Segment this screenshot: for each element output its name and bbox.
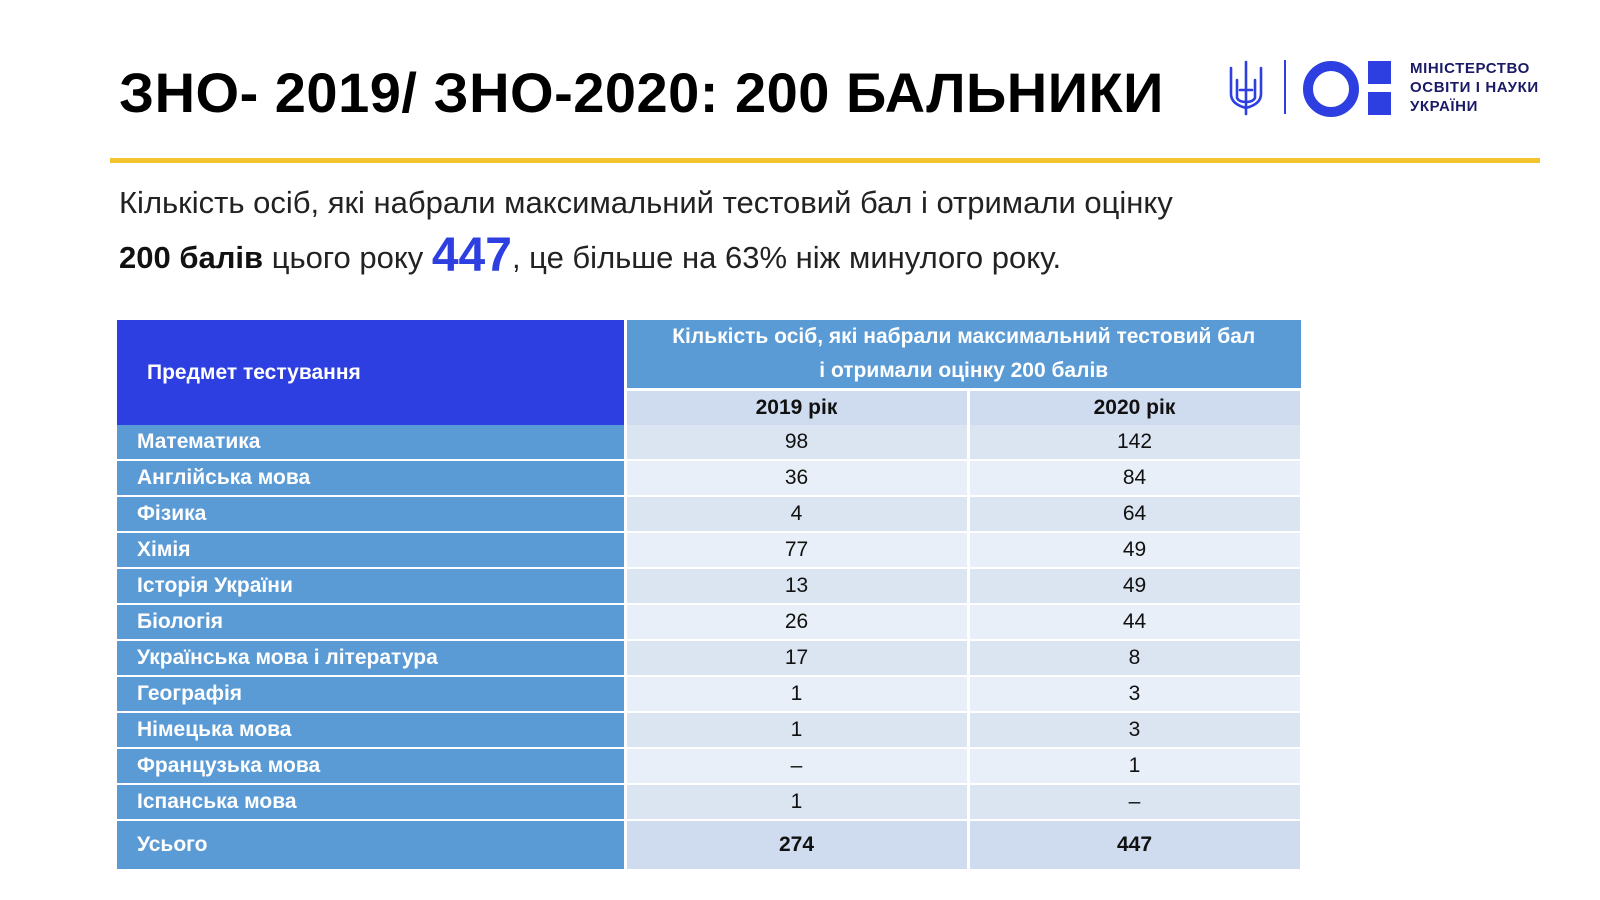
value-2019-cell: 98 [625, 425, 968, 460]
trident-icon [1227, 60, 1265, 116]
value-2019-cell: 13 [625, 568, 968, 604]
value-2019-cell: 1 [625, 676, 968, 712]
year-2020-header: 2020 рік [968, 390, 1301, 426]
subject-column-header: Предмет тестування [117, 320, 625, 425]
subject-cell: Хімія [117, 532, 625, 568]
table-row [117, 712, 1301, 748]
value-2019-cell: 1 [625, 784, 968, 820]
logo-divider [1284, 60, 1286, 114]
subject-cell: Історія України [117, 568, 625, 604]
value-2019-cell: 36 [625, 460, 968, 496]
logo-line: УКРАЇНИ [1410, 98, 1478, 115]
value-2020-cell: 49 [968, 532, 1301, 568]
title-divider [110, 158, 1540, 163]
subject-cell: Фізика [117, 496, 625, 532]
value-2019-cell: 4 [625, 496, 968, 532]
subject-cell: Біологія [117, 604, 625, 640]
logo-square-icon [1368, 61, 1391, 84]
value-2020-cell: 3 [968, 676, 1301, 712]
subject-cell: Німецька мова [117, 712, 625, 748]
logo-text [1410, 59, 1539, 116]
subject-cell: Українська мова і література [117, 640, 625, 676]
table-row [117, 568, 1301, 604]
logo-ring-icon [1303, 61, 1359, 117]
value-2020-cell: 3 [968, 712, 1301, 748]
lead-line-2 [119, 228, 1519, 283]
table-row [117, 784, 1301, 820]
table-row [117, 460, 1301, 496]
value-2019-cell: – [625, 748, 968, 784]
logo-line: МІНІСТЕРСТВО [1410, 60, 1530, 77]
total-row [117, 820, 1301, 870]
value-2020-cell: – [968, 784, 1301, 820]
logo-line: ОСВІТИ І НАУКИ [1410, 79, 1539, 96]
value-2019-cell: 1 [625, 712, 968, 748]
subject-cell: Французька мова [117, 748, 625, 784]
subject-cell: Англійська мова [117, 460, 625, 496]
ministry-logo [1227, 58, 1557, 120]
lead-line-1: Кількість осіб, які набрали максимальний тестовий бал і отримали оцінку [119, 185, 1173, 220]
subject-cell: Іспанська мова [117, 784, 625, 820]
table-row [117, 676, 1301, 712]
lead-highlight-number: 447 [431, 229, 512, 282]
table-row [117, 748, 1301, 784]
lead-tail: , це більше на 63% ніж минулого року. [511, 240, 1062, 275]
subject-cell: Математика [117, 425, 625, 460]
value-2020-cell: 84 [968, 460, 1301, 496]
group-header-line: Кількість осіб, які набрали максимальний тестовий бал [672, 325, 1256, 348]
value-2019-cell: 26 [625, 604, 968, 640]
table-row [117, 640, 1301, 676]
total-label-cell: Усього [117, 820, 625, 870]
value-2020-cell: 64 [968, 496, 1301, 532]
table-row [117, 425, 1301, 460]
table-row [117, 604, 1301, 640]
group-column-header [625, 320, 1301, 390]
subject-cell: Географія [117, 676, 625, 712]
lead-bold: 200 балів [119, 240, 264, 275]
group-header-line: і отримали оцінку 200 балів [819, 359, 1109, 382]
year-2019-header: 2019 рік [625, 390, 968, 426]
table-row [117, 532, 1301, 568]
total-2020-cell: 447 [968, 820, 1301, 870]
value-2020-cell: 44 [968, 604, 1301, 640]
table-row [117, 496, 1301, 532]
lead-middle: цього року [263, 240, 432, 275]
value-2020-cell: 8 [968, 640, 1301, 676]
value-2020-cell: 1 [968, 748, 1301, 784]
results-table [117, 320, 1303, 871]
value-2019-cell: 17 [625, 640, 968, 676]
value-2020-cell: 142 [968, 425, 1301, 460]
page-title: ЗНО- 2019/ ЗНО-2020: 200 БАЛЬНИКИ [119, 61, 1164, 124]
value-2020-cell: 49 [968, 568, 1301, 604]
value-2019-cell: 77 [625, 532, 968, 568]
logo-square-icon [1368, 92, 1391, 115]
total-2019-cell: 274 [625, 820, 968, 870]
